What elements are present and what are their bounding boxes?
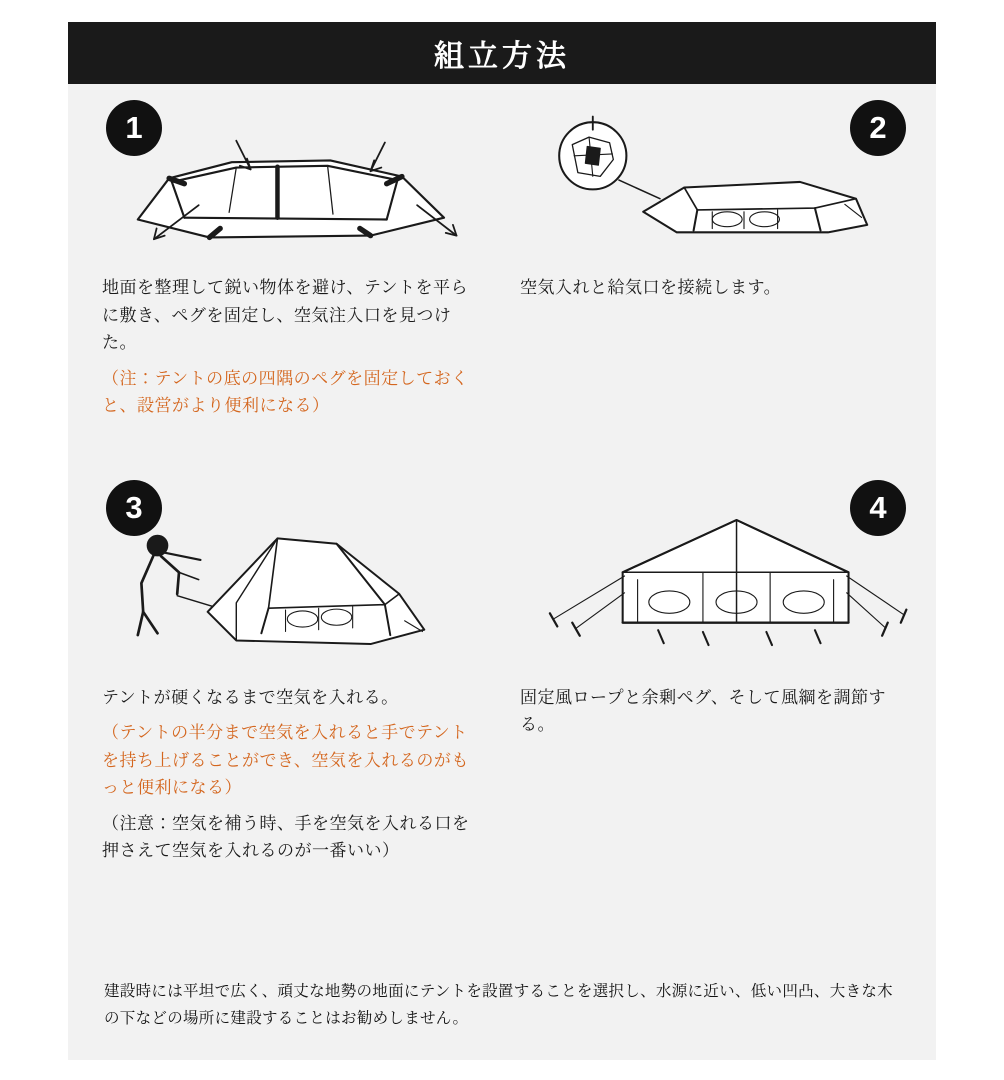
step-1-badge: 1	[106, 100, 162, 156]
step-2-illustration-area	[520, 96, 912, 266]
step-3-note: （テントの半分まで空気を入れると手でテントを持ち上げることができ、空気を入れるのがもっと便利になる）	[102, 723, 469, 798]
step-1	[68, 96, 502, 420]
step-3	[68, 476, 502, 865]
step-3-caption: テントが硬くなるまで空気を入れる。	[102, 687, 399, 707]
step-1-note: （注：テントの底の四隅のペグを固定しておくと、設営がより便利になる）	[102, 368, 469, 416]
step-4	[502, 476, 936, 865]
step-2-badge: 2	[850, 100, 906, 156]
instruction-sheet	[68, 22, 936, 1060]
page-title: 組立方法	[434, 40, 570, 73]
steps-container	[68, 84, 936, 865]
step-3-badge: 3	[106, 480, 162, 536]
steps-row-2	[68, 476, 936, 865]
footer-text: 建設時には平坦で広く、頑丈な地勢の地面にテントを設置することを選択し、水源に近い、低い凹凸、大きな木の下などの場所に建設することはお勧めしません。	[104, 982, 893, 1027]
step-3-illustration-area	[102, 476, 478, 676]
step-3-note-2: （注意：空気を補う時、手を空気を入れる口を押さえて空気を入れるのが一番いい）	[102, 813, 470, 861]
footer-note	[68, 978, 936, 1032]
steps-row-1	[68, 96, 936, 420]
step-4-badge: 4	[850, 480, 906, 536]
step-1-illustration-area	[102, 96, 478, 266]
step-1-caption: 地面を整理して鋭い物体を避け、テントを平らに敷き、ペグを固定し、空気注入口を見つけた。	[102, 278, 468, 353]
step-2	[502, 96, 936, 420]
step-2-caption: 空気入れと給気口を接続します。	[520, 278, 782, 297]
step-4-illustration-area	[520, 476, 912, 676]
step-4-caption: 固定風ロープと余剰ペグ、そして風綱を調節する。	[520, 687, 886, 735]
title-bar	[68, 22, 936, 84]
